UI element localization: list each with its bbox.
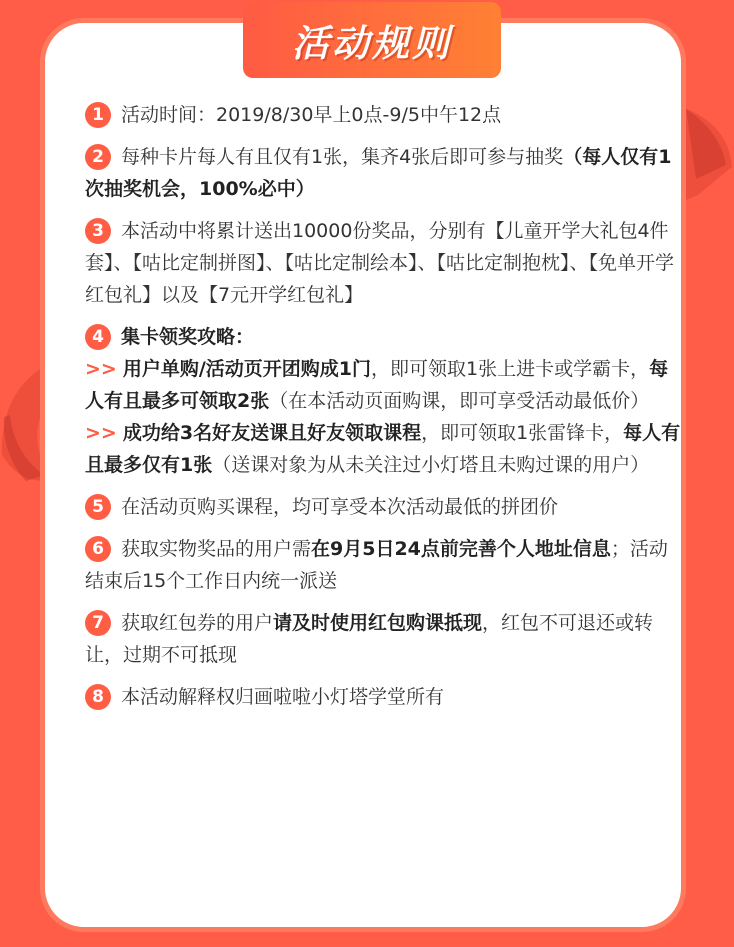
arrow-icon: >> <box>85 422 117 444</box>
sub-1-emphasis-a: 用户单购/活动页开团购成1门 <box>122 358 372 380</box>
page-title: 活动规则 <box>292 22 452 65</box>
rule-2 <box>85 141 685 205</box>
rule-6 <box>85 533 685 597</box>
rule-1 <box>85 99 685 131</box>
rule-number-4: 4 <box>85 324 111 350</box>
arrow-icon: >> <box>85 358 117 380</box>
rule-4 <box>85 321 685 481</box>
sub-2-text-b: （送课对象为从未关注过小灯塔且未购过课的用户） <box>212 454 650 476</box>
rule-7-text: 获取红包券的用户 <box>121 612 274 634</box>
rule-7-text-2: ，红包不可退还或转让，过期不可抵现 <box>85 612 654 666</box>
sub-2-emphasis-a: 成功给3名好友送课且好友领取课程 <box>122 422 422 444</box>
rule-number-7: 7 <box>85 610 111 636</box>
rule-3-text: 本活动中将累计送出10000份奖品，分别有【儿童开学大礼包4件套】、【咕比定制拼图】、【咕比定制绘本】、【咕比定制抱枕】、【免单开学红包礼】以及【7元开学红包礼】 <box>85 220 675 306</box>
sub-1-text-a: ，即可领取1张上进卡或学霸卡， <box>371 358 650 380</box>
sub-2-text-a: ，即可领取1张雷锋卡， <box>421 422 624 444</box>
rule-2-text: 每种卡片每人有且仅有1张，集齐4张后即可参与抽奖 <box>121 146 564 168</box>
rule-8 <box>85 681 685 713</box>
rule-number-3: 3 <box>85 218 111 244</box>
rule-number-6: 6 <box>85 536 111 562</box>
rule-4-heading: 集卡领奖攻略： <box>121 326 255 348</box>
rule-number-8: 8 <box>85 684 111 710</box>
sub-1-text-b: （在本活动页面购课，即可享受活动最低价） <box>269 390 650 412</box>
title-tab <box>243 2 501 78</box>
rule-7 <box>85 607 685 671</box>
rule-5-text: 在活动页购买课程，均可享受本次活动最低的拼团价 <box>121 496 559 518</box>
rule-4-sub-2 <box>85 417 685 481</box>
rule-6-text: 获取实物奖品的用户需 <box>121 538 312 560</box>
rule-7-emphasis: 请及时使用红包购课抵现 <box>273 612 483 634</box>
rule-6-emphasis: 在9月5日24点前完善个人地址信息 <box>311 538 611 560</box>
rule-1-text: 活动时间：2019/8/30早上0点-9/5中午12点 <box>121 104 502 126</box>
rules-list <box>85 99 685 723</box>
rule-2-emphasis: （每人仅有1次抽奖机会，100%必中） <box>85 146 672 200</box>
rule-number-5: 5 <box>85 494 111 520</box>
sub-2-emphasis-b: 每人有且最多仅有1张 <box>85 422 681 476</box>
rule-8-text: 本活动解释权归画啦啦小灯塔学堂所有 <box>121 686 445 708</box>
rule-3 <box>85 215 685 311</box>
rule-number-1: 1 <box>85 102 111 128</box>
rule-5 <box>85 491 685 523</box>
rule-number-2: 2 <box>85 144 111 170</box>
sub-1-emphasis-b: 每人有且最多可领取2张 <box>85 358 669 412</box>
rule-4-sub-1 <box>85 353 685 417</box>
rule-6-text-2: ；活动结束后15个工作日内统一派送 <box>85 538 668 592</box>
